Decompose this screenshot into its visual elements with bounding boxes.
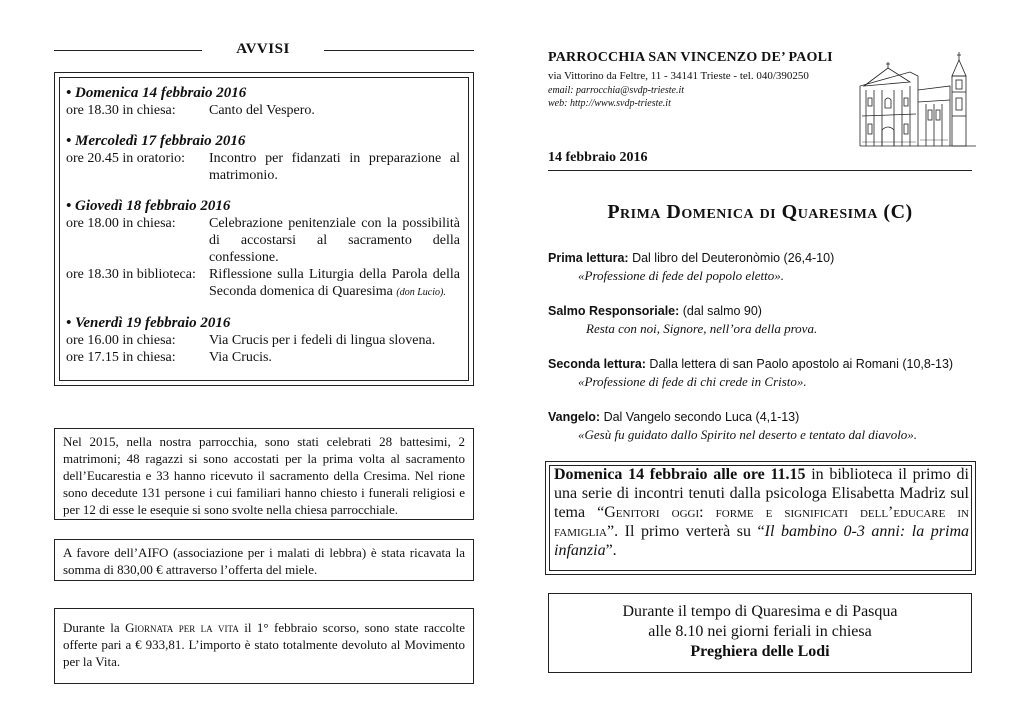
reading-source: Dalla lettera di san Paolo apostolo ai Romani (10,8-13) [645, 357, 954, 371]
reading-item [548, 355, 978, 390]
bulletin-date: 14 febbraio 2016 [548, 150, 648, 165]
event-description: Via Crucis. [209, 350, 272, 365]
reading-label: Salmo Responsoriale: [548, 304, 680, 318]
parish-name: PARROCCHIA SAN VINCENZO DE’ PAOLI [548, 50, 833, 65]
lodi-line: Durante il tempo di Quaresima e di Pasqua [622, 603, 898, 620]
reading-source: Dal Vangelo secondo Luca (4,1-13) [600, 410, 800, 424]
parish-web: web: http://www.svdp-trieste.it [548, 98, 671, 109]
vita-highlight: Giornata per la vita [125, 620, 239, 635]
event-description: Incontro per fidanzati in preparazione al matrimonio. [209, 151, 460, 183]
reading-label: Prima lettura: [548, 251, 629, 265]
event-description: Via Crucis per i fedeli di lingua slovena. [209, 333, 436, 348]
reading-item [548, 302, 978, 337]
event-note: (don Lucio). [396, 287, 446, 298]
bulletin-date-line [548, 150, 972, 166]
parish-email: email: parrocchia@svdp-trieste.it [548, 85, 685, 96]
event-date: • Giovedì 18 febbraio 2016 [66, 198, 231, 214]
reading-quote: «Professione di fede di chi crede in Cristo». [578, 374, 807, 389]
vita-text [63, 619, 465, 670]
avvisi-box [54, 72, 474, 386]
aifo-text: A favore dell’AIFO (associazione per i malati di lebbra) è stata ricavata la somma di 830,00 € attraverso l’offerta del miele. [63, 545, 465, 577]
church-drawing-icon [858, 46, 978, 150]
stats-text: Nel 2015, nella nostra parrocchia, sono stati celebrati 28 battesimi, 2 matrimoni; 48 ragazzi si sono accostati per la prima volta al sacramento dell’Eucarestia e 33 hanno ricevuto il sacramento della Cresima. Nel rione sono decedute 131 persone i cui familiari hanno chiesto i funerali religiosi e per 12 di esse le esequie si sono svolte nella chiesa parrocchiale. [63, 434, 465, 517]
reading-label: Seconda lettura: [548, 357, 646, 371]
stats-box [54, 428, 474, 520]
reading-heading [548, 355, 978, 373]
date-rule [548, 170, 972, 171]
event-row [66, 102, 460, 119]
reading-source: (dal salmo 90) [679, 304, 762, 318]
event-time-place: ore 16.00 in chiesa: [66, 333, 176, 348]
parish-address: via Vittorino da Feltre, 11 - 34141 Trieste - tel. 040/390250 [548, 70, 809, 82]
event-description: Celebrazione penitenziale con la possibilità di accostarsi al sacramento della confessione. [209, 216, 460, 265]
event-box-date: Domenica 14 febbraio alle ore 11.15 [554, 466, 806, 483]
header-rule-left [54, 50, 202, 51]
event-date: • Venerdì 19 febbraio 2016 [66, 315, 231, 331]
vita-box [54, 608, 474, 684]
reading-quote: «Gesù fu guidato dallo Spirito nel deserto e tentato dal diavolo». [578, 427, 918, 442]
event-row [66, 266, 460, 301]
event-time-place: ore 17.15 in chiesa: [66, 350, 176, 365]
reading-quote: Resta con noi, Signore, nell’ora della prova. [586, 321, 818, 336]
event-row [66, 349, 460, 366]
event-time-place: ore 18.00 in chiesa: [66, 216, 176, 231]
event-box-topic: Il bambino 0-3 anni: la prima infanzia [554, 523, 970, 559]
avvisi-title: AVVISI [236, 41, 290, 57]
event-row [66, 215, 460, 266]
reading-heading [548, 249, 978, 267]
event-item [66, 84, 460, 119]
avvisi-header [54, 40, 474, 60]
event-description: Riflessione sulla Liturgia della Parola della Seconda domenica di Quaresima [209, 267, 460, 299]
event-box-text-part: ”. Il primo verterà su “ [606, 523, 765, 540]
header-rule-right [324, 50, 474, 51]
reading-heading [548, 408, 978, 426]
event-description-with-note [209, 266, 460, 301]
reading-item [548, 249, 978, 284]
event-row [66, 332, 460, 349]
reading-quote: «Professione di fede del popolo eletto». [578, 268, 785, 283]
reading-source: Dal libro del Deuteronòmio (26,4-10) [628, 251, 835, 265]
event-row [66, 150, 460, 184]
event-item [66, 197, 460, 301]
event-item [66, 314, 460, 366]
event-date: • Domenica 14 febbraio 2016 [66, 85, 247, 101]
aifo-box [54, 539, 474, 581]
event-description: Canto del Vespero. [209, 103, 315, 118]
event-box [545, 461, 976, 575]
event-box-text [554, 465, 969, 560]
vita-text-after: il 1° febbraio scorso, sono state raccolte offerte pari a € 933,81. L’importo è stato totalmente devoluto al Movimento per la Vita. [63, 620, 465, 669]
event-box-text-part: in biblioteca il primo di una serie di incontri tenuti dalla psicologa Elisabetta Madriz sul tema “ [554, 466, 969, 521]
event-box-text-part: ”. [605, 542, 617, 559]
event-item [66, 132, 460, 184]
avvisi-inner-frame [59, 77, 469, 381]
lodi-line: alle 8.10 nei giorni feriali in chiesa [648, 623, 872, 640]
event-date: • Mercoledì 17 febbraio 2016 [66, 133, 246, 149]
page-title: Prima Domenica di Quaresima (C) [607, 201, 913, 223]
event-time-place: ore 18.30 in biblioteca: [66, 267, 196, 282]
reading-heading [548, 302, 978, 320]
vita-text-before: Durante la [63, 620, 126, 635]
reading-label: Vangelo: [548, 410, 601, 424]
lodi-box [548, 593, 972, 673]
event-time-place: ore 18.30 in chiesa: [66, 103, 176, 118]
lodi-title: Preghiera delle Lodi [690, 643, 830, 660]
event-box-theme: Genitori oggi: forme e significati dell’educare in famiglia [554, 504, 969, 540]
reading-item [548, 408, 978, 443]
event-time-place: ore 20.45 in oratorio: [66, 151, 185, 166]
